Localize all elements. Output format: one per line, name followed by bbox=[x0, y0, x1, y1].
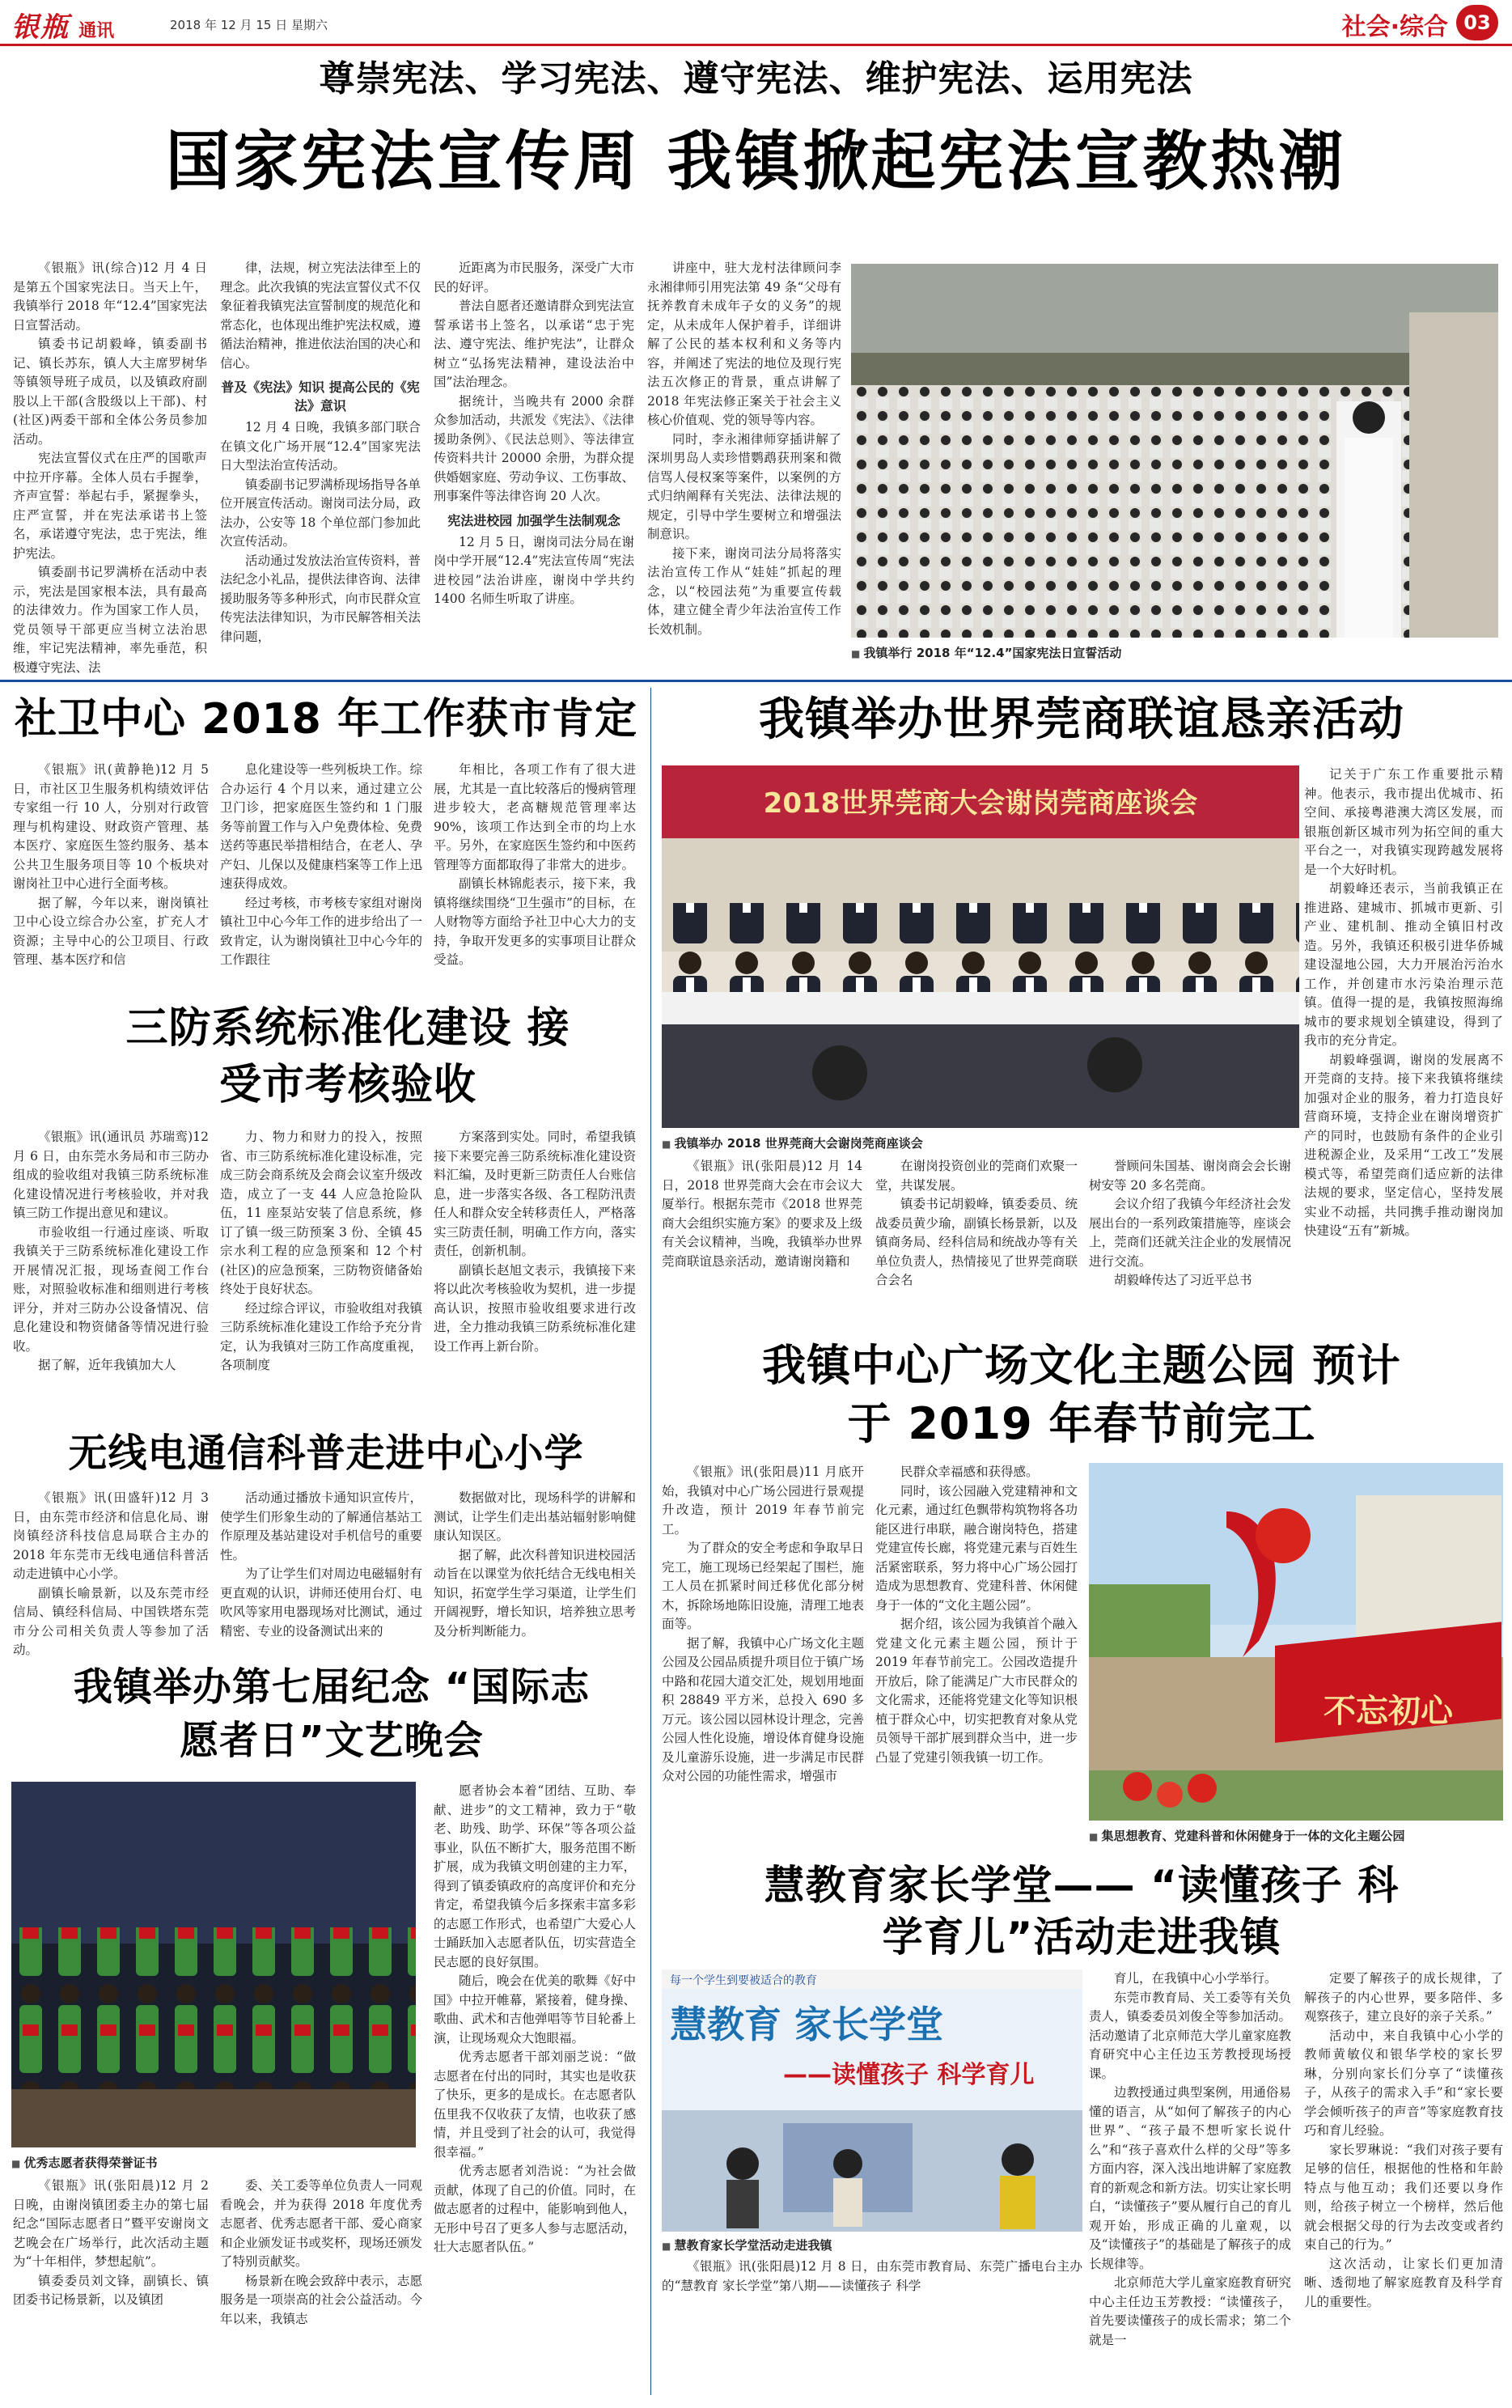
issue-date: 2018 年 12 月 15 日 星期六 bbox=[170, 18, 328, 32]
a1-col3: 近距离为市民服务，深受广大市民的好评。 普法自愿者还邀请群众到宪法宣誓承诺书上签名，以承诺“忠于宪法、遵守宪法、维护宪法”，让群众树立“弘扬宪法精神，建设法治中国”法治理念。 据统计，当晚共有 2000 余群众参加活动，共派发《宪法》、《法律援助条例》、《民法总则》、等法律宣传资料共计 20000 余册，为群众提供婚姻家庭、劳动争议、工伤事故、刑事案件等法律咨询 20 人次。 宪法进校园 加强学生法制观念 12 月 5 日，谢岗司法分局在谢岗中学开展“12.4”宪法宣传周“宪法进校园”法治讲座，谢岗中学共约 1400 名师生听取了讲座。 bbox=[434, 261, 635, 606]
a6-photo-meeting bbox=[662, 765, 1299, 1128]
a2-col1: 《银瓶》讯(黄静艳)12 月 5 日，市社区卫生服务机构绩效评估专家组一行 10 人，分别对行政管理与机构建设、财政资产管理、基本医疗、家庭医生签约服务、基本公共卫生服务项目等 10 个板块对谢岗社卫中心进行全面考核。 据了解，今年以来，谢岗镇社卫中心设立综合办公室，扩充人才资源；主导中心的公卫项目、行政管理、基本医疗和信 bbox=[13, 762, 209, 967]
a3-title bbox=[49, 1000, 647, 1113]
a1-kicker: 尊崇宪法、学习宪法、遵守宪法、维护宪法、运用宪法 bbox=[319, 58, 1193, 100]
a1-photo-oath-ceremony bbox=[851, 264, 1498, 638]
a5-col2: 委、关工委等单位负责人一同观看晚会，并为获得 2018 年度优秀志愿者、优秀志愿者干部、爱心商家和企业颁发证书或奖杯，现场还颁发了特别贡献奖。 杨景新在晚会致辞中表示，志愿服务是一项崇高的社会公益活动。今年以来，我镇志 bbox=[220, 2178, 422, 2326]
a5-col1: 《银瓶》讯(张阳晨)12 月 2 日晚，由谢岗镇团委主办的第七届纪念“国际志愿者日”暨平安谢岗文艺晚会在广场举行，此次活动主题为“十年相伴，梦想起航”。 镇委委员刘文锋，副镇长、镇团委书记杨景新，以及镇团 bbox=[13, 2178, 209, 2307]
divider-vertical bbox=[650, 688, 651, 2395]
a5-col3: 愿者协会本着“团结、互助、奉献、进步”的文工精神，致力于“敬老、助残、助学、环保”等各项公益事业，队伍不断扩大，服务范围不断扩展，成为我镇文明创建的主力军，得到了镇委镇政府的高度评价和充分肯定，希望我镇今后多探索丰富多彩的志愿工作形式，也希望广大爱心人士踊跃加入志愿者队伍，切实营造全民志愿的良好氛围。 随后，晚会在优美的歌舞《好中国》中拉开帷幕，紧接着，健身操、歌曲、武术和吉他弹唱等节目轮番上演，让现场观众大饱眼福。 优秀志愿者干部刘丽芝说：“做志愿者在付出的同时，其实也是收获了快乐，更多的是成长。在志愿者队伍里我不仅收获了友情，也收获了感情，并且受到了社会的认可，我觉得很幸福。” 优秀志愿者刘浩说：“为社会做贡献，体现了自己的价值。同时，在做志愿者的过程中，能影响到他人，无形中号召了更多人参与志愿活动，壮大志愿者队伍。” bbox=[434, 1783, 636, 2254]
a1-photo-caption: ■ 我镇举行 2018 年“12.4”国家宪法日宣誓活动 bbox=[851, 644, 1498, 661]
a6-title: 我镇举办世界莞商联谊恳亲活动 bbox=[759, 693, 1404, 746]
a8-col3: 定要了解孩子的成长规律，了解孩子的内心世界，要多陪伴、多观察孩子，建立良好的亲子关系。” 活动中，来自我镇中心小学的教师黄敏仪和银华学校的家长罗琳，分别向家长们分享了“读懂孩子，从孩子的需求入手”和“家长要学会倾听孩子的声音”等家庭教育技巧和育儿经验。 家长罗琳说：“我们对孩子要有足够的信任，根据他的性格和年龄特点与他互动；我们还要以身作则，给孩子树立一个榜样，然后他就会根据父母的行为去改变或者约束自己的行为。” 这次活动，让家长们更加清晰、透彻地了解家庭教育及科学育儿的重要性。 bbox=[1304, 1971, 1503, 2309]
a1-col1: 《银瓶》讯(综合)12 月 4 日是第五个国家宪法日。当天上午，我镇举行 2018 年“12.4”国家宪法日宣誓活动。 镇委书记胡毅峰，镇委副书记、镇长苏东，镇人大主席罗树华等镇领导班子成员，以及镇政府副股以上干部(含股级以上干部)、村(社区)两委干部和全体公务员参加活动。 宪法宣誓仪式在庄严的国歌声中拉开序幕。全体人员右手握拳，齐声宣誓：举起右手，紧握拳头，庄严宣誓，并在宪法承诺书上签名，承诺遵守宪法，忠于宪法，维护宪法。 镇委副书记罗满桥在活动中表示，宪法是国家根本法，具有最高的法律效力。作为国家工作人员，党员领导干部更应当树立法治思维，牢记宪法精神，率先垂范，积极遵守宪法、法 bbox=[13, 261, 207, 675]
a6-col3: 誉顾问朱国基、谢岗商会会长谢树安等 20 多名莞商。 会议介绍了我镇今年经济社会发展出台的一系列政策措施等，座谈会上，莞商们还就关注企业的发展情况进行交流。 胡毅峰传达了习近平总书 bbox=[1089, 1159, 1291, 1287]
masthead-label: 通讯 bbox=[78, 21, 115, 41]
a2-col3: 年相比，各项工作有了很大进展，尤其是一直比较落后的慢病管理进步较大，老高糖规范管理率达 90%，该项工作达到全市的均上水平。另外，在家庭医生签约和中医药管理等方面都取得了非常大的进步。 副镇长林锦彪表示，接下来，我镇将继续围绕“卫生强市”的目标，在人财物等方面给予社卫中心大力的支持，争取开发更多的实事项目让群众受益。 bbox=[434, 762, 636, 967]
divider-1 bbox=[0, 680, 1512, 682]
a5-title-text: 我镇举办第七届纪念 “国际志愿者日”文艺晚会 bbox=[73, 1664, 591, 1763]
page-number-badge bbox=[1456, 5, 1498, 40]
a8-photo-caption: ■ 慧教育家长学堂活动走进我镇 bbox=[662, 2236, 1082, 2253]
a6-col2: 在谢岗投资创业的莞商们欢聚一堂，共谋发展。 镇委书记胡毅峰，镇委委员、统战委员黄少瑜，副镇长杨景新，以及镇商务局、经科信局和统战办等有关单位负责人，热情接见了世界莞商联合会名 bbox=[875, 1159, 1078, 1287]
a5-photo-volunteers bbox=[11, 1782, 416, 2147]
a8-col2: 育儿，在我镇中心小学举行。 东莞市教育局、关工委等有关负责人，镇委委员刘俊全等参加活动。活动邀请了北京师范大学儿童家庭教育研究中心主任边玉芳教授现场授课。 边教授通过典型案例，用通俗易懂的语言，从“如何了解孩子的内心世界”、“孩子最不想听家长说什么”和“孩子喜欢什么样的父母”等多方面内容，深入浅出地讲解了家庭教育的新观念和新方法。切实让家长明白，“读懂孩子”要从履行自己的育儿观开始，形成正确的儿童观，以及“读懂孩子”的基础是了解孩子的成长规律等。 北京师范大学儿童家庭教育研究中心主任边玉芳教授：“读懂孩子，首先要读懂孩子的成长需求；第二个就是一 bbox=[1089, 1971, 1291, 2347]
a1-title: 国家宪法宣传周 我镇掀起宪法宣教热潮 bbox=[165, 124, 1347, 199]
a8-photo-lecture bbox=[662, 1969, 1082, 2232]
a1-subhead-1: 普及《宪法》知识 提高公民的《宪法》意识 bbox=[221, 379, 420, 413]
a7-col1: 《银瓶》讯(张阳晨)11 月底开始，我镇对中心广场公园进行景观提升改造，预计 2019 年春节前完工。 为了群众的安全考虑和争取早日完工，施工现场已经架起了围栏，施工人员在抓紧时间迁移优化部分树木，拆除场地陈旧设施，清理工地表面等。 据了解，我镇中心广场文化主题公园及公园品质提升项目位于镇广场中路和花园大道交汇处，规划用地面积 28849 平方米，总投入 690 多万元。该公园以园林设计理念，完善公园人性化设施，增设体育健身设施及儿童游乐设施，进一步满足市民群众对公园的功能性需求，增强市 bbox=[662, 1465, 864, 1783]
header-rule bbox=[0, 44, 1512, 46]
page-number: 03 bbox=[1463, 11, 1491, 34]
a3-col1: 《银瓶》讯(通讯员 苏瑞鸾)12 月 6 日，由东莞水务局和市三防办组成的验收组对我镇三防系统标准化建设情况进行考核验收，并对我镇三防工作提出意见和建议。 市验收组一行通过座谈、听取我镇关于三防系统标准化建设工作开展情况汇报，现场查阅工作台账，对照验收标准和细则进行考核评分，并对三防办公设备情况、信息化建设和物资储备等情况进行验收。 据了解，近年我镇加大人 bbox=[13, 1130, 209, 1372]
a8-photo-subline: ——读懂孩子 科学育儿 bbox=[783, 2061, 1035, 2089]
a6-photo-caption: ■ 我镇举办 2018 世界莞商大会谢岗莞商座谈会 bbox=[662, 1134, 1299, 1151]
a6-col4: 记关于广东工作重要批示精神。他表示，我市提出优城市、拓空间、承接粤港澳大湾区发展，而银瓶创新区城市列为拓空间的重大平台之一，对我镇实现跨越发展将是一个大好时机。 胡毅峰还表示，当前我镇正在推进路、建城市、抓城市更新、引产业、建机制、推动全镇旧村改造。另外，我镇还积极引进华侨城建设湿地公园，大力开展治污治水工作，并创建市水污染治理示范镇。值得一提的是，我镇按照海绵城市的要求规划全镇建设，得到了我市的充分肯定。 胡毅峰强调，谢岗的发展离不开莞商的支持。接下来我镇将继续加强对企业的服务，着力打造良好营商环境，支持企业在谢岗增资扩产的同时，也鼓励有条件的企业引进税源企业，及采用“工改工”发展模式等，希望莞商们适应新的法律法规的要求，坚定信心，坚持发展实业不动摇，共同携手推动谢岗加快建设“五有”新城。 bbox=[1304, 767, 1503, 1238]
a3-col2: 力、物力和财力的投入，按照省、市三防系统标准化建设标准，完成三防会商系统及会商会议室升级改造，成立了一支 44 人应急抢险队伍，11 座泵站安装了信息系统，修订了镇一级三防预案 3 份、全镇 45 宗水利工程的应急预案和 12 个村(社区)的应急预案，三防物资储备始终处于良好状态。 经过综合评议，市验收组对我镇三防系统标准化建设工作给予充分肯定，认为我镇对三防工作高度重视，各项制度 bbox=[220, 1130, 422, 1372]
a5-photo-caption: ■ 优秀志愿者获得荣誉证书 bbox=[11, 2154, 416, 2171]
a1-col4: 讲座中，驻大龙村法律顾问李永湘律师引用宪法第 49 条“父母有抚养教育未成年子女的义务”的规定，从未成年人保护着手，详细讲解了公民的基本权利和义务等内容，并阐述了宪法的地位及现行宪法五次修正的背景，重点讲解了 2018 年宪法修正案关于社会主义核心价值观、党的领导等内容。 同时，李永湘律师穿插讲解了深圳男岛人卖珍惜鹦鹉获刑案和微信骂人侵权案等案件，以案例的方式归纳阐释有关宪法、法律法规的规定，引导中学生要树立和增强法制意识。 接下来，谢岗司法分局将落实法治宣传工作从“娃娃”抓起的理念，以“校园法苑”为重要宣传载体，建立健全青少年法治宣传工作长效机制。 bbox=[647, 261, 841, 637]
a3-title-text: 三防系统标准化建设 接受市考核验收 bbox=[125, 1004, 570, 1109]
a6-banner-text: 2018世界莞商大会谢岗莞商座谈会 bbox=[763, 787, 1198, 820]
a7-title-text: 我镇中心广场文化主题公园 预计于 2019 年春节前完工 bbox=[762, 1340, 1401, 1449]
a4-col2: 活动通过播放卡通知识宣传片，使学生们形象生动的了解通信基站工作原理及基站建设对手机信号的重要性。 为了让学生们对周边电磁辐射有更直观的认识，讲师还使用台灯、电吹风等家用电器现场对比测试，通过精密、专业的设备测试出来的 bbox=[220, 1490, 422, 1639]
a6-col1: 《银瓶》讯(张阳晨)12 月 14 日，2018 世界莞商大会在市会议大厦举行。根据东莞市《2018 世界莞商大会组织实施方案》的要求及上级有关会议精神，当晚，我镇举办世界莞商联谊恳亲活动，邀请谢岗籍和 bbox=[662, 1159, 863, 1269]
a8-title-text: 慧教育家长学堂—— “读懂孩子 科学育儿”活动走进我镇 bbox=[764, 1862, 1400, 1961]
section-name: 社会·综合 bbox=[1341, 13, 1448, 41]
a3-col3: 方案落到实处。同时，希望我镇接下来要完善三防系统标准化建设资料汇编，及时更新三防责任人台账信息，进一步落实各级、各工程防汛责任人和群众安全转移责任人，严格落实三防责任制，明确工作方向，落实责任，创新机制。 副镇长赵旭文表示，我镇接下来将以此次考核验收为契机，进一步提高认识，按照市验收组要求进行改进，全力推动我镇三防系统标准化建设工作再上新台阶。 bbox=[434, 1130, 636, 1354]
a2-col2: 息化建设等一些列板块工作。综合办运行 4 个月以来，通过建立公卫门诊，把家庭医生签约和 1 门服务等前置工作与入户免费体检、免费送药等惠民举措相结合，在老人、孕产妇、儿保以及健康档案等工作上迅速获得成效。 经过考核，市考核专家组对谢岗镇社卫中心今年工作的进步给出了一致肯定，认为谢岗镇社卫中心今年的工作跟往 bbox=[220, 762, 422, 967]
a8-photo-headline: 慧教育 家长学堂 bbox=[670, 2003, 944, 2046]
a8-col1: 《银瓶》讯(张阳晨)12 月 8 日，由东莞市教育局、东莞广播电台主办的“慧教育 家长学堂”第八期——读懂孩子 科学 bbox=[662, 2259, 1082, 2293]
a2-title: 社卫中心 2018 年工作获市肯定 bbox=[15, 695, 637, 744]
masthead-title: 银瓶 bbox=[11, 11, 70, 44]
a4-title: 无线电通信科普走进中心小学 bbox=[68, 1431, 584, 1476]
a5-title bbox=[16, 1660, 647, 1767]
a1-col2: 律，法规，树立宪法法律至上的理念。此次我镇的宪法宣誓仪式不仅象征着我镇宪法宣誓制度的规范化和常态化，也体现出维护宪法权威，遵循法治精神，推进依法治国的决心和信心。 普及《宪法》知识 提高公民的《宪法》意识 12 月 4 日晚，我镇多部门联合在镇文化广场开展“12.4”国家宪法日大型法治宣传活动。 镇委副书记罗满桥现场指导各单位开展宣传活动。谢岗司法分局，政法办，公安等 18 个单位部门参加此次宣传活动。 活动通过发放法治宣传资料，普法纪念小礼品，提供法律咨询、法律援助服务等多种形式，向市民群众宣传宪法法律知识，为市民解答相关法律问题， bbox=[220, 261, 421, 644]
a1-subhead-2: 宪法进校园 加强学生法制观念 bbox=[447, 512, 620, 528]
a7-photo-caption: ■ 集思想教育、党建科普和休闲健身于一体的文化主题公园 bbox=[1089, 1827, 1503, 1844]
a4-col1: 《银瓶》讯(田盛轩)12 月 3 日，由东莞市经济和信息化局、谢岗镇经济科技信息局联合主办的 2018 年东莞市无线电通信科普活动走进镇中心小学。 副镇长喻景新，以及东莞市经信局、镇经科信局、中国铁塔东莞市分公司相关负责人等参加了活动。 bbox=[13, 1490, 209, 1657]
a7-sign-text: 不忘初心 bbox=[1324, 1692, 1453, 1730]
a7-title bbox=[657, 1337, 1506, 1453]
a8-title bbox=[657, 1859, 1506, 1963]
a4-col3: 数据做对比，现场科学的讲解和测试，让学生们走出基站辐射影响健康认知误区。 据了解，此次科普知识进校园活动旨在以课堂为依托结合无线电相关知识，拓宽学生学习渠道，让学生们开阔视野，增长知识，培养独立思考及分析判断能力。 bbox=[434, 1490, 636, 1639]
a7-col2: 民群众幸福感和获得感。 同时，该公园融入党建精神和文化元素，通过红色飘带构筑物将各功能区进行串联，融合谢岗特色，搭建党建宣传长廊，将党建元素与百姓生活紧密联系，努力将中心广场公园打造成为思想教育、党建科普、休闲健身于一体的“文化主题公园”。 据介绍，该公园为我镇首个融入党建文化元素主题公园，预计于 2019 年春节前完工。公园改造提升开放后，除了能满足广大市民群众的文化需求，还能将党建文化等知识根植于群众心中，切实把教育对象从党员领导干部扩展到群众当中，进一步凸显了党建引领我镇一切工作。 bbox=[875, 1465, 1078, 1765]
a8-photo-top-text: 每一个学生到要被适合的教育 bbox=[670, 1974, 817, 1987]
a7-photo-park bbox=[1089, 1463, 1503, 1821]
